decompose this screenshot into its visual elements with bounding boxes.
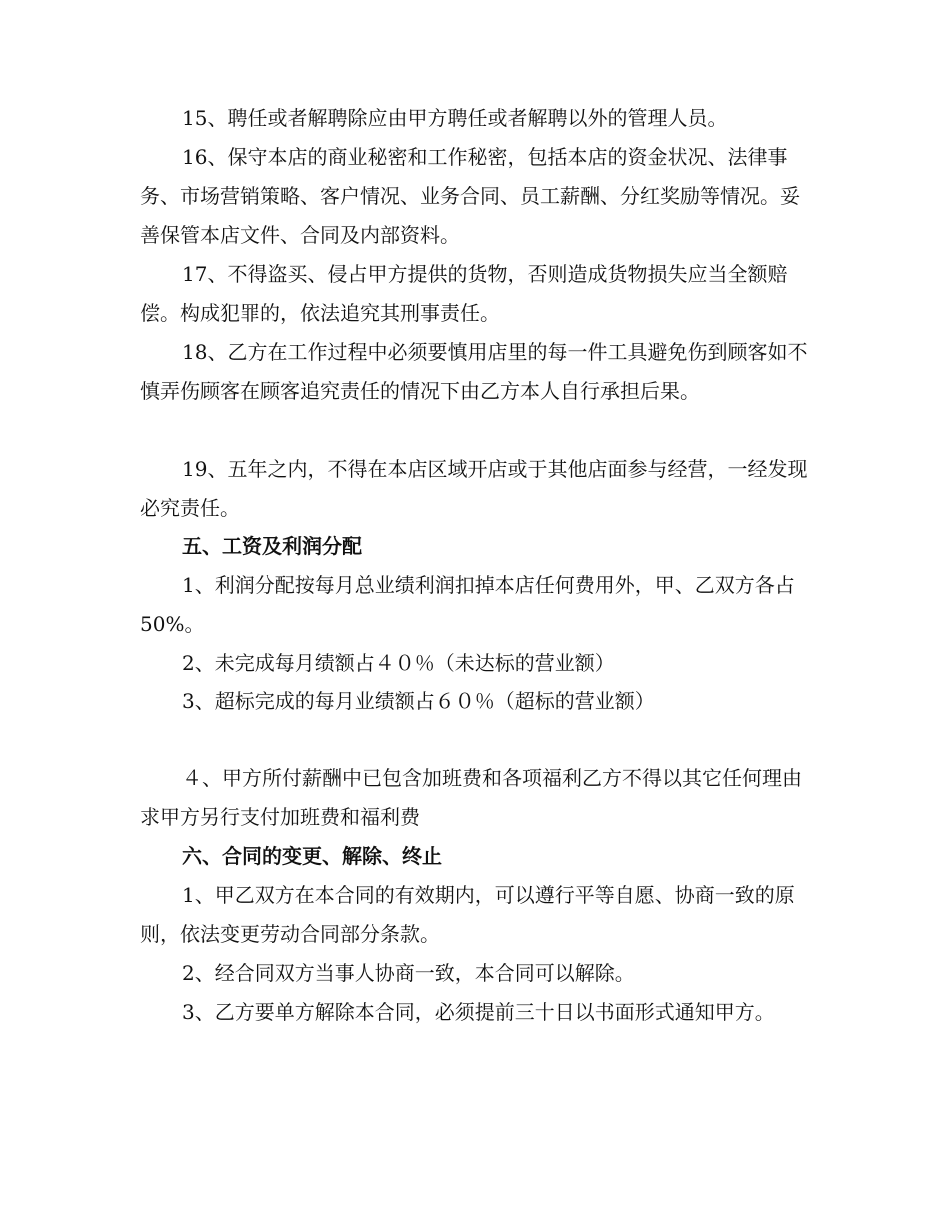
clause-17: 17、不得盗买、侵占甲方提供的货物，否则造成货物损失应当全额赔偿。构成犯罪的，依法追究其刑事责任。 [140,262,788,325]
contract-item-2: 2、经合同双方当事人协商一致，本合同可以解除。 [182,961,635,985]
clause-15: 15、聘任或者解聘除应由甲方聘任或者解聘以外的管理人员。 [182,106,728,130]
clause-16: 16、保守本店的商业秘密和工作秘密，包括本店的资金状况、法律事务、市场营销策略、客户情况、业务合同、员工薪酬、分红奖励等情况。妥善保管本店文件、合同及内部资料。 [140,145,800,247]
clause-19: 19、五年之内，不得在本店区域开店或于其他店面参与经营，一经发现必究责任。 [140,457,808,520]
section-heading-wages: 五、工资及利润分配 [182,534,362,558]
clause-18: 18、乙方在工作过程中必须要慎用店里的每一件工具避免伤到顾客如不慎弄伤顾客在顾客追究责任的情况下由乙方本人自行承担后果。 [140,340,808,403]
wage-item-2: 2、未完成每月绩额占４０％（未达标的营业额） [182,651,615,675]
section-heading-contract-change: 六、合同的变更、解除、终止 [182,844,442,868]
wage-item-1: 1、利润分配按每月总业绩利润扣掉本店任何费用外，甲、乙双方各占 50%。 [140,573,815,636]
contract-item-3: 3、乙方要单方解除本合同，必须提前三十日以书面形式通知甲方。 [182,1000,775,1024]
wage-item-3: 3、超标完成的每月业绩额占６０％（超标的营业额） [182,689,655,713]
wage-item-4: ４、甲方所付薪酬中已包含加班费和各项福利乙方不得以其它任何理由求甲方另行支付加班费和福利费 [140,766,802,829]
contract-item-1: 1、甲乙双方在本合同的有效期内，可以遵行平等自愿、协商一致的原则，依法变更劳动合同部分条款。 [140,883,795,946]
